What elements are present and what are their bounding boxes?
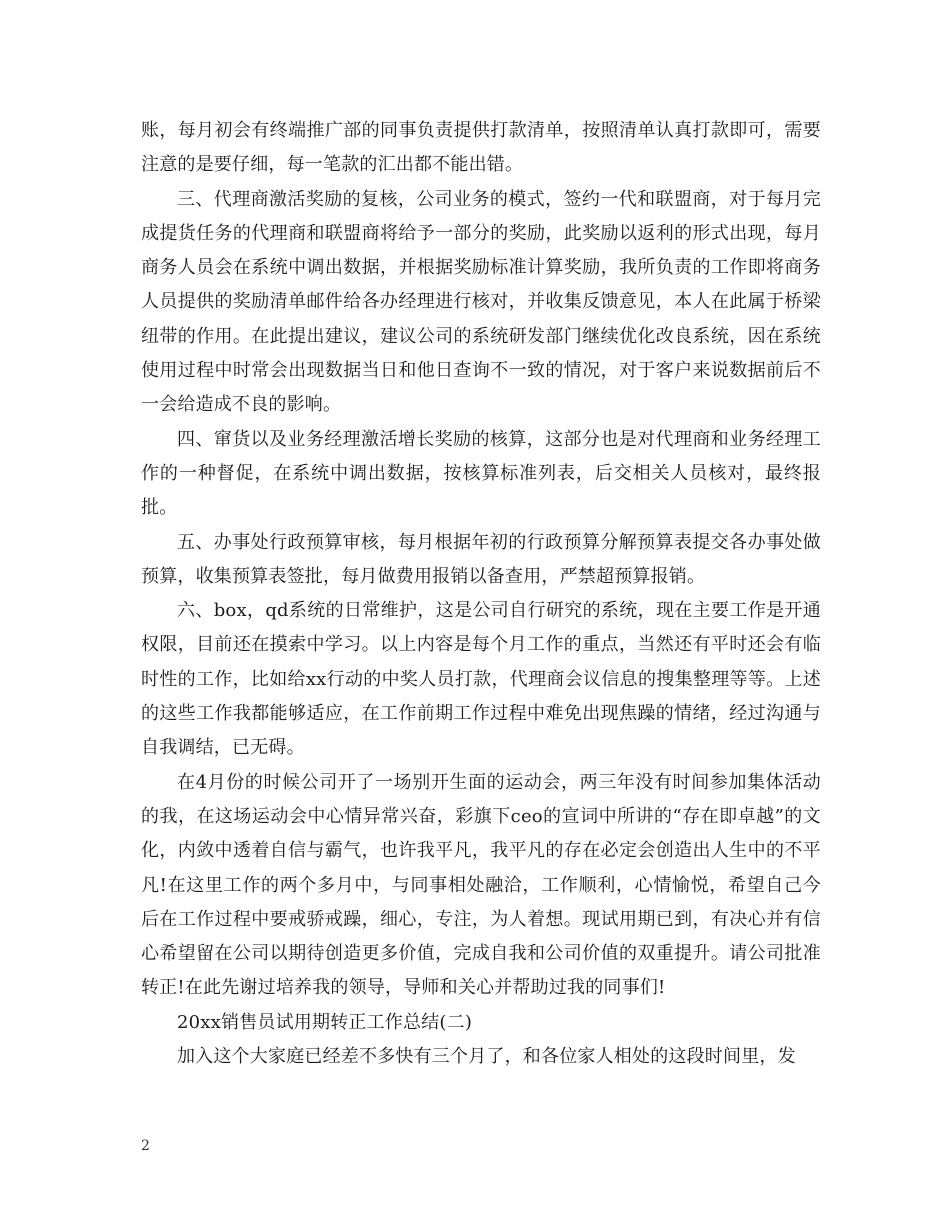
- paragraph-item-five: 五、办事处行政预算审核，每月根据年初的行政预算分解预算表提交各办事处做预算，收集预算表签批，每月做费用报销以备查用，严禁超预算报销。: [141, 531, 821, 587]
- paragraph-intro-next: 加入这个大家庭已经差不多快有三个月了，和各位家人相处的这段时间里，发: [177, 1046, 796, 1068]
- paragraph-item-three: 三、代理商激活奖励的复核，公司业务的模式，签约一代和联盟商，对于每月完成提货任务的代理商和联盟商将给予一部分的奖励，此奖励以返利的形式出现，每月商务人员会在系统中调出数据，并根据奖励标准计算奖励，我所负责的工作即将商务人员提供的奖励清单邮件给各办经理进行核对，并收集反馈意见，本人在此属于桥梁纽带的作用。在此提出建议，建议公司的系统研发部门继续优化改良系统，因在系统使用过程中时常会出现数据当日和他日查询不一致的情况，对于客户来说数据前后不一会给造成不良的影响。: [141, 188, 821, 416]
- paragraph-item-four: 四、窜货以及业务经理激活增长奖励的核算，这部分也是对代理商和业务经理工作的一种督促，在系统中调出数据，按核算标准列表，后交相关人员核对，最终报批。: [141, 428, 821, 519]
- paragraph-continued: 账，每月初会有终端推广部的同事负责提供打款清单，按照清单认真打款即可，需要注意的是要仔细，每一笔款的汇出都不能出错。: [141, 120, 821, 176]
- document-body: [141, 114, 821, 1074]
- paragraph-item-six: 六、box，qd系统的日常维护，这是公司自行研究的系统，现在主要工作是开通权限，目前还在摸索中学习。以上内容是每个月工作的重点，当然还有平时还会有临时性的工作，比如给xx行动的中奖人员打款，代理商会议信息的搜集整理等等。上述的这些工作我都能够适应，在工作前期工作过程中难免出现焦躁的情绪，经过沟通与自我调结，已无碍。: [141, 600, 821, 759]
- page-number: 2: [141, 1138, 150, 1154]
- paragraph-sports-meeting: 在4月份的时候公司开了一场别开生面的运动会，两三年没有时间参加集体活动的我，在这场运动会中心情异常兴奋，彩旗下ceo的宣词中所讲的“存在即卓越”的文化，内敛中透着自信与霸气，也许我平凡，我平凡的存在必定会创造出人生中的不平凡!在这里工作的两个多月中，与同事相处融洽，工作顺利，心情愉悦，希望自己今后在工作过程中要戒骄戒躁，细心，专注，为人着想。现试用期已到，有决心并有信心希望留在公司以期待创造更多价值，完成自我和公司价值的双重提升。请公司批准转正!在此先谢过培养我的领导，导师和关心并帮助过我的同事们!: [141, 771, 821, 999]
- section-heading: 20xx销售员试用期转正工作总结(二): [177, 1011, 473, 1033]
